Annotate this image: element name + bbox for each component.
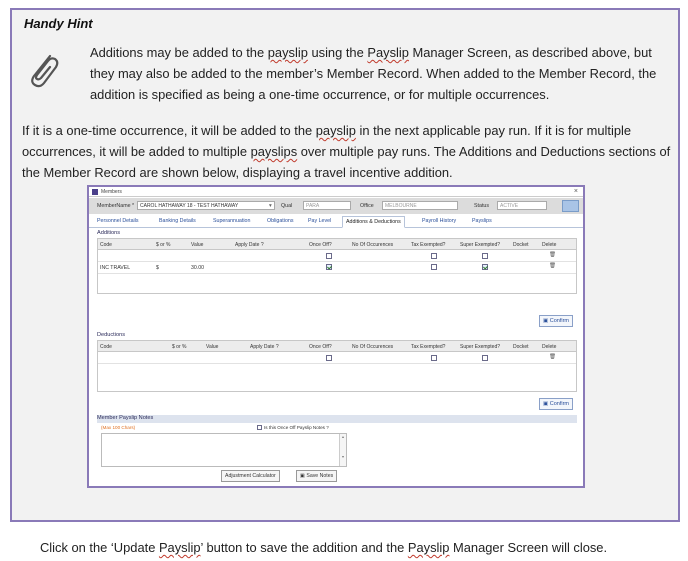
col-tax-exempted: Tax Exempted?: [411, 344, 446, 350]
row-type: $: [156, 265, 159, 271]
chevron-down-icon[interactable]: ▾: [269, 203, 272, 209]
adjustment-calculator-button[interactable]: Adjustment Calculator: [221, 470, 280, 482]
paperclip-icon: [26, 50, 60, 94]
notes-section-bar: [97, 415, 577, 423]
confirm-additions-button[interactable]: [539, 315, 573, 327]
once-off-checkbox[interactable]: [326, 253, 332, 259]
tax-exempted-checkbox[interactable]: [431, 264, 437, 270]
additions-grid: [97, 238, 577, 294]
hint-paragraph-2: If it is a one-time occurrence, it will be added to the payslip in the next applicable pay run. If it is for multiple occurrences, it will be added to multiple payslips over multiple pay runs. The Additions and Deductions sections of the Member Record are shown below, displaying a travel incentive addition.: [22, 123, 671, 180]
col-delete: Delete: [542, 242, 557, 248]
col-tax-exempted: Tax Exempted?: [411, 242, 446, 248]
tax-exempted-checkbox[interactable]: [431, 355, 437, 361]
notes-label: Member Payslip Notes: [97, 415, 154, 421]
col-once-off: Once Off?: [309, 344, 332, 350]
delete-icon[interactable]: 🗑: [549, 252, 556, 258]
super-exempted-checkbox[interactable]: [482, 355, 488, 361]
qual-field[interactable]: PARA: [303, 201, 351, 210]
col-docket: Docket: [513, 242, 529, 248]
save-notes-label: Save Notes: [306, 473, 334, 479]
confirm-icon: ▣: [543, 318, 549, 324]
col-type: $ or %: [172, 344, 187, 350]
col-value: Value: [191, 242, 204, 248]
col-code: Code: [100, 344, 112, 350]
additions-grid-header: [98, 239, 576, 250]
notes-textarea[interactable]: [101, 433, 347, 467]
col-delete: Delete: [542, 344, 557, 350]
tab-pay-level[interactable]: Pay Level: [308, 218, 332, 224]
notes-max-chars: (Max 100 Chars): [101, 425, 136, 430]
members-window: [87, 185, 585, 488]
col-super-exempted: Super Exempted?: [460, 242, 501, 248]
office-label: Office: [360, 203, 374, 209]
notes-scrollbar[interactable]: ▴ ▾: [339, 434, 346, 466]
additions-label: Additions: [97, 230, 121, 236]
member-header-row: [89, 198, 583, 214]
save-notes-button[interactable]: [296, 470, 337, 482]
once-off-checkbox[interactable]: [326, 264, 332, 270]
tab-payroll-history[interactable]: Payroll History: [422, 218, 457, 224]
delete-icon[interactable]: 🗑: [549, 263, 556, 269]
status-label: Status: [474, 203, 490, 209]
col-docket: Docket: [513, 344, 529, 350]
window-title-bar: [89, 187, 583, 197]
list-view-button[interactable]: [562, 200, 579, 212]
confirm-label: Confirm: [549, 318, 569, 324]
hint-title: Handy Hint: [24, 16, 93, 31]
col-apply-date: Apply Date ?: [235, 242, 264, 248]
col-code: Code: [100, 242, 112, 248]
deductions-grid: [97, 340, 577, 392]
once-off-notes-label: Is this Once Off Payslip Notes ?: [264, 425, 329, 430]
super-exempted-checkbox[interactable]: [482, 264, 488, 270]
col-once-off: Once Off?: [309, 242, 332, 248]
close-icon[interactable]: ×: [573, 188, 578, 195]
row-code: INC TRAVEL: [100, 265, 131, 271]
window-title: Members: [101, 189, 122, 195]
qual-label: Qual: [281, 203, 293, 209]
member-tabs: [89, 216, 583, 228]
tax-exempted-checkbox[interactable]: [431, 253, 437, 259]
super-exempted-checkbox[interactable]: [482, 253, 488, 259]
office-field[interactable]: MELBOURNE: [382, 201, 458, 210]
confirm-icon: ▣: [543, 401, 549, 407]
once-off-checkbox[interactable]: [326, 355, 332, 361]
col-apply-date: Apply Date ?: [250, 344, 279, 350]
col-type: $ or %: [156, 242, 171, 248]
once-off-notes-option[interactable]: [257, 425, 329, 430]
confirm-deductions-button[interactable]: [539, 398, 573, 410]
deductions-label: Deductions: [97, 332, 125, 338]
tab-personnel-details[interactable]: Personnel Details: [97, 218, 139, 224]
tab-additions-deductions[interactable]: Additions & Deductions: [342, 216, 405, 228]
app-logo-icon: [92, 189, 98, 195]
member-name-label: MemberName *: [97, 203, 135, 209]
footer-instruction: Click on the ‘Update Payslip’ button to save the addition and the Payslip Manager Screen will close.: [40, 540, 608, 555]
member-name-field[interactable]: CAROL HATHAWAY 18 - TEST HATHAWAY: [137, 201, 275, 210]
col-super-exempted: Super Exempted?: [460, 344, 501, 350]
status-field[interactable]: ACTIVE: [497, 201, 547, 210]
col-occurences: No Of Occurences: [352, 344, 394, 350]
once-off-notes-checkbox[interactable]: [257, 425, 262, 430]
deductions-grid-header: [98, 341, 576, 352]
row-value: 30.00: [191, 265, 204, 271]
save-icon: ▣: [300, 473, 305, 479]
hint-paragraph-1: Additions may be added to the payslip using the Payslip Manager Screen, as described above, but they may also be added to the member’s Member Record. When added to the Member Record, the addition is specified as being a one-time occurrence, or for multiple occurrences.: [90, 45, 657, 102]
tab-superannuation[interactable]: Superannuation: [213, 218, 251, 224]
col-value: Value: [206, 344, 219, 350]
tab-payslips[interactable]: Payslips: [472, 218, 492, 224]
col-occurences: No Of Occurences: [352, 242, 394, 248]
tab-banking-details[interactable]: Banking Details: [159, 218, 196, 224]
confirm-label: Confirm: [549, 401, 569, 407]
delete-icon[interactable]: 🗑: [549, 354, 556, 360]
tab-obligations[interactable]: Obligations: [267, 218, 294, 224]
